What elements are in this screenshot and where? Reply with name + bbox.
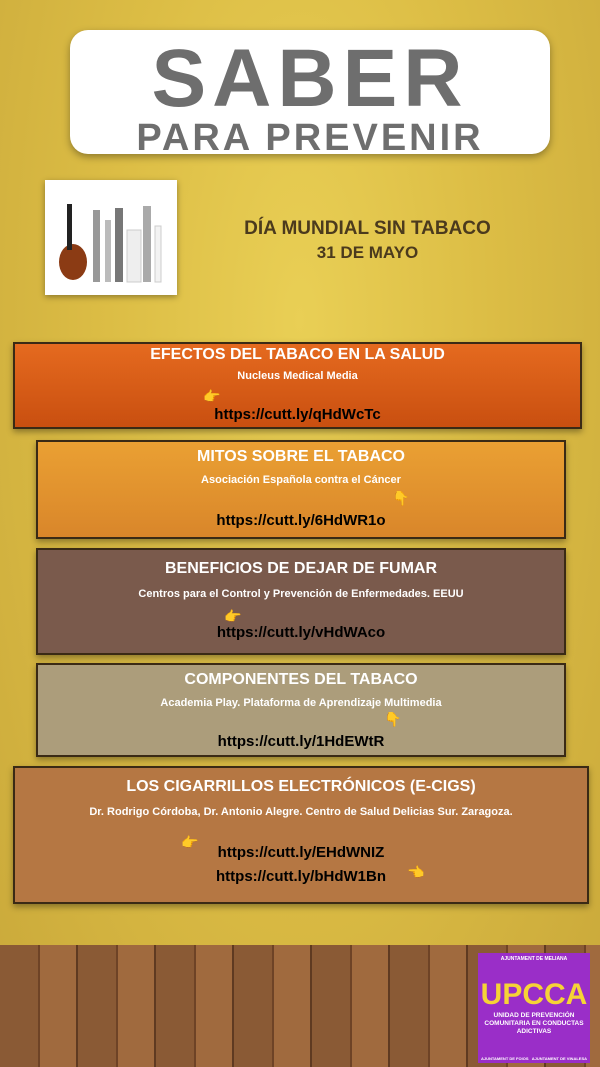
card-source: Asociación Española contra el Cáncer: [201, 474, 401, 486]
card-beneficios: [36, 548, 566, 655]
saber-para-prevenir-logo: [70, 30, 550, 159]
card-title: BENEFICIOS DE DEJAR DE FUMAR: [164, 560, 438, 577]
card-link[interactable]: https://cutt.ly/bHdW1Bn: [216, 868, 386, 885]
card-link[interactable]: https://cutt.ly/6HdWR1o: [216, 512, 386, 529]
pointing-hand-icon: 👉: [181, 834, 199, 850]
card-link[interactable]: https://cutt.ly/vHdWAco: [216, 624, 386, 641]
logo-top-text: AJUNTAMENT DE MELIANA: [500, 956, 568, 962]
card-title: COMPONENTES DEL TABACO: [184, 671, 418, 688]
pointing-hand-icon: 👈: [407, 864, 425, 880]
card-source: Nucleus Medical Media: [237, 370, 358, 382]
card-source: Academia Play. Plataforma de Aprendizaje Multimedia: [160, 697, 442, 709]
card-componentes: [36, 663, 566, 757]
card-title: LOS CIGARRILLOS ELECTRÓNICOS (E-CIGS): [126, 778, 476, 795]
card-title: EFECTOS DEL TABACO EN LA SALUD: [150, 346, 445, 363]
card-title: MITOS SOBRE EL TABACO: [196, 448, 405, 465]
logo-name: UPCCA: [480, 978, 588, 1011]
pointing-hand-icon: 👇: [384, 711, 402, 727]
logo-title-big: SABER: [151, 33, 469, 124]
card-link[interactable]: https://cutt.ly/EHdWNIZ: [217, 844, 385, 861]
card-source: Dr. Rodrigo Córdoba, Dr. Antonio Alegre. Centro de Salud Delicias Sur. Zaragoza.: [89, 806, 513, 818]
pointing-hand-icon: 👉: [203, 388, 221, 404]
world-no-tobacco-day: [200, 218, 535, 263]
card-efectos: [13, 342, 582, 429]
day-date: 31 DE MAYO: [316, 243, 419, 262]
card-link[interactable]: https://cutt.ly/qHdWcTc: [214, 406, 381, 423]
card-link[interactable]: https://cutt.ly/1HdEWtR: [217, 733, 385, 750]
tobacco-products-image: [45, 180, 177, 295]
card-cigarrillos: [13, 766, 589, 904]
upcca-logo: [478, 953, 590, 1063]
logo-bottom-right: AJUNTAMENT DE VINALESA: [531, 1056, 587, 1061]
pointing-hand-icon: 👉: [224, 608, 242, 624]
day-title: DÍA MUNDIAL SIN TABACO: [244, 218, 491, 239]
card-source: Centros para el Control y Prevención de Enfermedades. EEUU: [138, 588, 464, 600]
card-mitos: [36, 440, 566, 539]
logo-bottom-left: AJUNTAMENT DE FOIOS: [481, 1056, 529, 1061]
logo-description: UNIDAD DE PREVENCIÓN COMUNITARIA EN CONDUCTAS ADICTIVAS: [484, 1012, 584, 1035]
pointing-hand-icon: 👇: [392, 490, 410, 506]
logo-title-small: PARA PREVENIR: [136, 117, 484, 159]
